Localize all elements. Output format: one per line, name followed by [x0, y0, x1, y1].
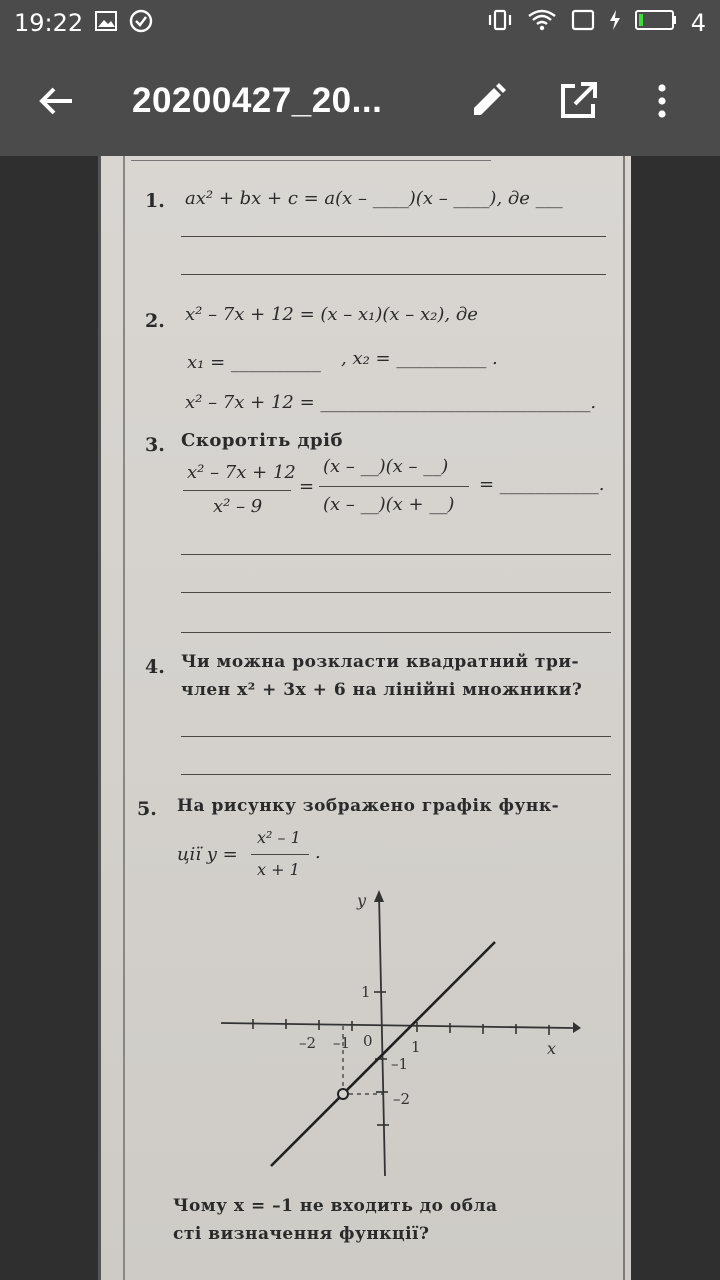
- task3-prompt: Скоротіть дріб: [181, 430, 343, 451]
- screen-icon: [571, 9, 595, 37]
- more-options-button[interactable]: [634, 73, 690, 129]
- task3-number: 3.: [145, 434, 165, 456]
- back-button[interactable]: [26, 71, 86, 131]
- task5-fraction-numerator: x² – 1: [257, 828, 301, 847]
- document-viewer[interactable]: [0, 156, 720, 1280]
- tick-label: 1: [411, 1038, 421, 1056]
- back-arrow-icon: [38, 85, 74, 117]
- task3-fraction-denominator: x² – 9: [213, 496, 263, 517]
- task5-line2: ції y =: [177, 844, 238, 865]
- tick-label: –2: [393, 1090, 411, 1108]
- tick-label: –2: [299, 1034, 317, 1052]
- edit-button[interactable]: [460, 73, 516, 129]
- task5-question-line2: сті визначення функції?: [173, 1224, 430, 1244]
- answer-line: [181, 236, 606, 237]
- hole-point: [338, 1089, 348, 1099]
- task3-result-denominator: (x – __)(x + __): [323, 494, 455, 515]
- tick-label: –1: [391, 1055, 409, 1073]
- tick-label: 1: [361, 983, 371, 1001]
- task1-formula: ax² + bx + c = a(x – ____)(x – ____), де ___: [185, 188, 563, 209]
- more-vert-icon: [657, 84, 667, 118]
- function-line: [271, 942, 495, 1166]
- task2-x2: , x₂ = __________ .: [341, 348, 498, 369]
- edit-pencil-icon: [470, 83, 506, 119]
- x-axis-arrow: [573, 1022, 581, 1033]
- y-axis-label: y: [357, 891, 367, 910]
- task2-number: 2.: [145, 310, 165, 332]
- battery-label: 4: [690, 9, 706, 37]
- answer-line: [181, 274, 606, 275]
- answer-line: [181, 736, 611, 737]
- x-axis: [221, 1023, 573, 1028]
- y-axis-arrow: [374, 890, 384, 902]
- worksheet-page: [98, 156, 631, 1280]
- vibrate-icon: [487, 9, 513, 37]
- fraction-bar: [183, 490, 291, 491]
- status-bar: [0, 0, 720, 46]
- task1-number: 1.: [145, 190, 165, 212]
- task5-dot: .: [315, 842, 321, 863]
- wifi-icon: [527, 8, 557, 38]
- answer-line: [181, 774, 611, 775]
- equals-sign: =: [299, 476, 315, 497]
- task4-number: 4.: [145, 656, 165, 678]
- answer-line: [181, 592, 611, 593]
- charging-icon: [609, 9, 621, 37]
- task5-fraction-denominator: x + 1: [257, 860, 300, 879]
- fraction-bar: [251, 854, 309, 855]
- task5-line1: На рисунку зображено графік функ-: [177, 796, 560, 816]
- x-axis-label: x: [547, 1039, 557, 1058]
- app-bar: [0, 46, 720, 156]
- task2-line3: x² – 7x + 12 = ______________________________.: [185, 392, 597, 413]
- task3-tail: = ___________.: [479, 474, 605, 495]
- task3-fraction-numerator: x² – 7x + 12: [187, 462, 296, 483]
- task3-result-numerator: (x – __)(x – __): [323, 456, 449, 477]
- y-axis: [379, 894, 385, 1176]
- answer-line: [181, 632, 611, 633]
- tick-label: 0: [363, 1032, 373, 1050]
- status-time: 19:22: [14, 9, 84, 37]
- battery-icon: [635, 9, 677, 37]
- task4-line2: член x² + 3x + 6 на лінійні множники?: [181, 680, 583, 700]
- check-circle-icon: [129, 9, 153, 38]
- margin-line: [123, 156, 125, 1280]
- task5-question-line1: Чому x = –1 не входить до обла: [173, 1196, 498, 1216]
- function-graph: [211, 876, 591, 1186]
- tick-label: –1: [333, 1034, 351, 1052]
- image-icon: [95, 11, 117, 36]
- task2-x1: x₁ = __________: [187, 352, 321, 373]
- open-external-button[interactable]: [550, 73, 606, 129]
- answer-line: [181, 554, 611, 555]
- document-title: 20200427_20...: [132, 81, 383, 120]
- task2-formula: x² – 7x + 12 = (x – x₁)(x – x₂), де: [185, 304, 478, 325]
- task4-line1: Чи можна розкласти квадратний три-: [181, 652, 579, 672]
- page-right-border: [623, 156, 625, 1280]
- open-external-icon: [559, 82, 597, 120]
- fraction-bar: [319, 486, 469, 487]
- task5-number: 5.: [137, 798, 157, 820]
- header-divider: [131, 160, 491, 161]
